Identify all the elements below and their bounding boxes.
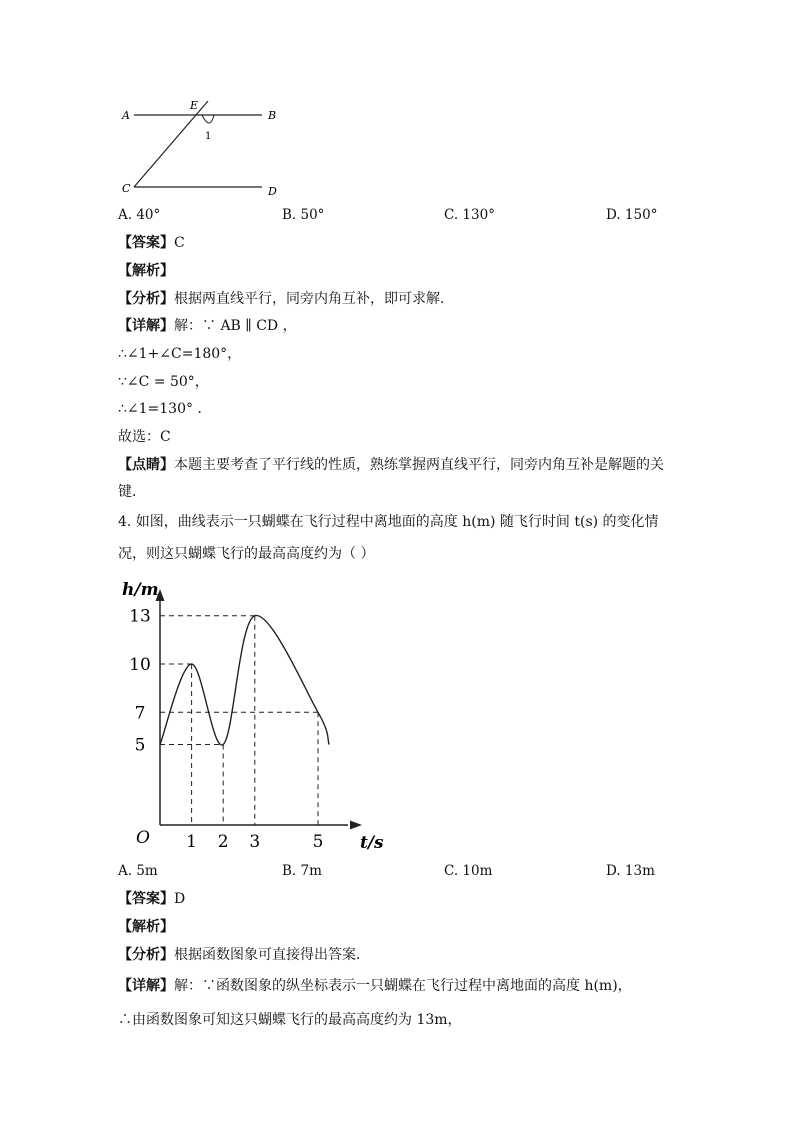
y-tick-label: 5 xyxy=(134,735,146,756)
q3-choice-d: D. 150° xyxy=(606,207,658,223)
point-c-label: C xyxy=(122,182,131,195)
dianjing-tag: 【点睛】 xyxy=(118,457,174,473)
q3-dianjing xyxy=(118,455,664,475)
q4-choice-d: D. 13m xyxy=(606,863,655,879)
q4-fenxi xyxy=(118,945,370,965)
q3-choice-b: B. 50° xyxy=(282,207,325,223)
q4-answer xyxy=(118,889,185,909)
line-ec xyxy=(134,101,208,187)
answer-tag: 【答案】 xyxy=(118,891,174,907)
q4-analysis-header: 【解析】 xyxy=(118,919,174,935)
x-axis-label: t/s xyxy=(360,833,384,853)
q3-choice-a: A. 40° xyxy=(118,207,161,223)
q3-fenxi xyxy=(118,289,454,309)
y-axis-label: h/m xyxy=(122,580,159,600)
fenxi-tag: 【分析】 xyxy=(118,947,174,963)
q3-answer xyxy=(118,233,185,253)
butterfly-height-chart xyxy=(110,575,390,855)
answer-tag: 【答案】 xyxy=(118,235,174,251)
x-axis-arrow xyxy=(350,821,362,830)
fenxi-text: 根据两直线平行，同旁内角互补，即可求解． xyxy=(174,291,454,307)
q4-choice-a: A. 5m xyxy=(118,863,158,879)
q3-dianjing-cont: 键． xyxy=(118,484,146,500)
q4-choice-c: C. 10m xyxy=(444,863,493,879)
q4-stem-line-1: 4. 如图，曲线表示一只蝴蝶在飞行过程中离地面的高度 h(m) 随飞行时间 t(s) 的变化情 xyxy=(118,514,659,530)
origin-label: O xyxy=(136,828,150,848)
q3-step-1: ∴∠1+∠C=180°， xyxy=(118,346,242,362)
y-tick-label: 13 xyxy=(129,606,151,627)
point-d-label: D xyxy=(268,185,277,198)
xiangjie-text: 解：∵函数图象的纵坐标表示一只蝴蝶在飞行过程中离地面的高度 h(m)， xyxy=(174,978,632,994)
q3-choice-c: C. 130° xyxy=(444,207,495,223)
answer-value: D xyxy=(174,891,186,907)
angle-1-label: 1 xyxy=(205,131,212,142)
q4-choice-b: B. 7m xyxy=(282,863,322,879)
q4-xiangjie xyxy=(118,976,632,996)
x-tick-label: 3 xyxy=(249,832,261,852)
y-tick-label: 7 xyxy=(134,703,146,724)
x-tick-label: 1 xyxy=(186,832,198,852)
height-curve xyxy=(160,615,329,745)
xiangjie-text: 解：∵ AB ∥ CD ， xyxy=(174,318,297,334)
point-e-label: E xyxy=(190,99,199,112)
fenxi-tag: 【分析】 xyxy=(118,291,174,307)
q3-step-2: ∵∠C = 50°， xyxy=(118,374,209,390)
q4-stem-line-2: 况，则这只蝴蝶飞行的最高高度约为（ ） xyxy=(118,546,375,562)
angle-1-arc xyxy=(202,115,214,123)
point-a-label: A xyxy=(122,109,130,122)
y-tick-label: 10 xyxy=(129,655,151,675)
answer-value: C xyxy=(174,235,185,251)
xiangjie-tag: 【详解】 xyxy=(118,318,174,334)
x-tick-label: 2 xyxy=(217,832,229,852)
fenxi-text: 根据函数图象可直接得出答案． xyxy=(174,947,370,963)
q4-conclusion: ∴由函数图象可知这只蝴蝶飞行的最高高度约为 13m， xyxy=(118,1012,462,1028)
xiangjie-tag: 【详解】 xyxy=(118,978,174,994)
q3-step-3: ∴∠1=130° ． xyxy=(118,401,212,417)
q3-choose: 故选：C xyxy=(118,429,171,445)
x-tick-label: 5 xyxy=(312,832,324,852)
q3-xiangjie xyxy=(118,316,297,336)
point-b-label: B xyxy=(268,109,277,122)
q3-analysis-header: 【解析】 xyxy=(118,263,174,279)
parallel-lines-figure xyxy=(110,95,300,205)
dianjing-text: 本题主要考查了平行线的性质，熟练掌握两直线平行，同旁内角互补是解题的关 xyxy=(174,457,664,473)
